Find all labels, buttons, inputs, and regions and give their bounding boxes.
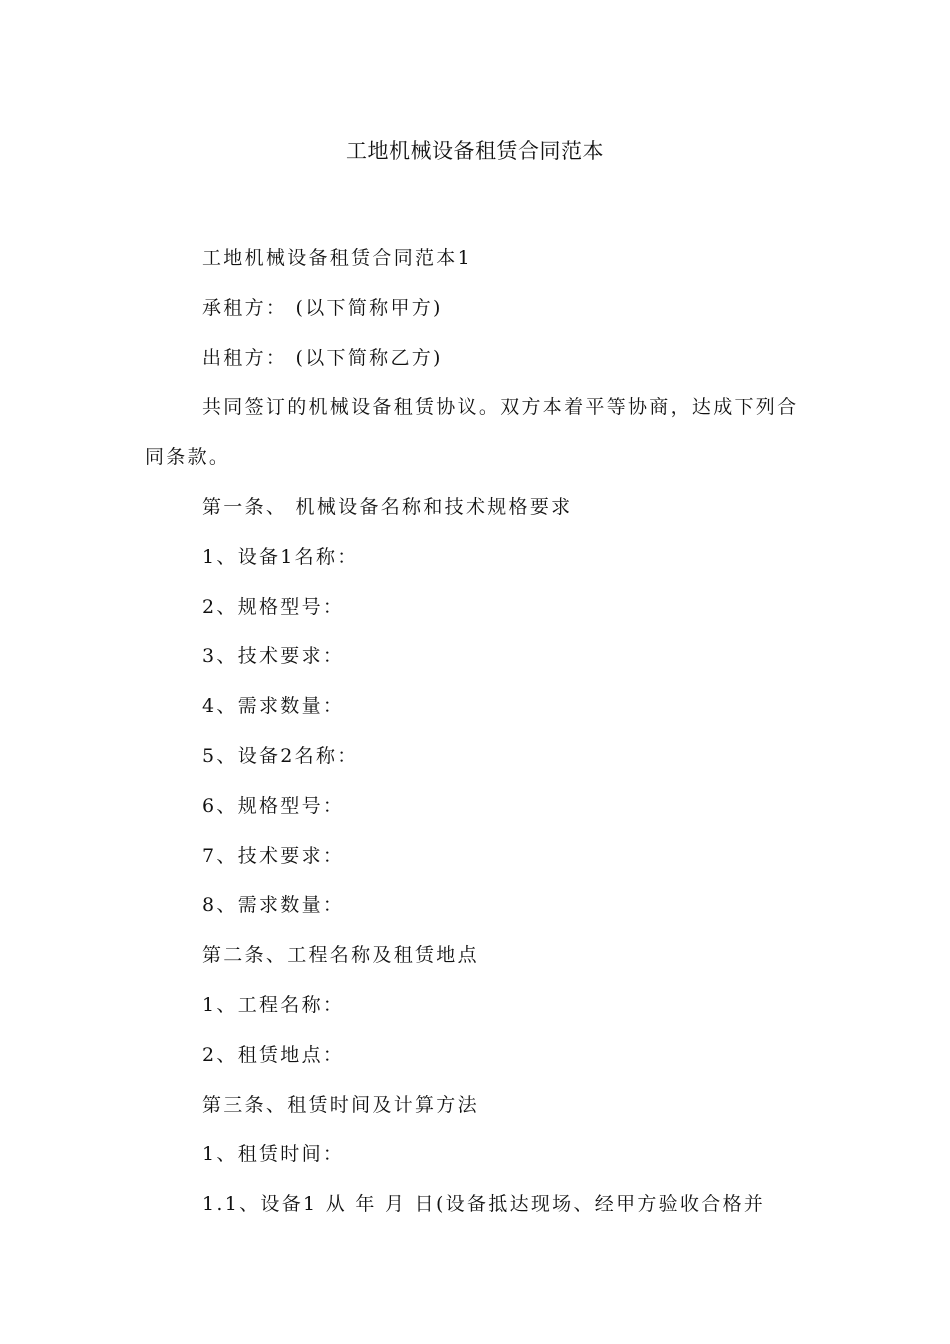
paragraph-article-2: 第二条、工程名称及租赁地点 (202, 944, 479, 967)
paragraph-item: 1、设备1名称： (202, 545, 359, 568)
paragraph-item: 7、技术要求： (202, 844, 345, 867)
paragraph-item: 8、需求数量： (202, 894, 345, 917)
paragraph-item: 2、规格型号： (202, 595, 345, 618)
paragraph-item: 1、租赁时间： (202, 1143, 345, 1166)
paragraph-article-1: 第一条、 机械设备名称和技术规格要求 (202, 495, 573, 518)
paragraph-lessor: 出租方： (以下简称乙方) (202, 346, 443, 369)
paragraph-item: 1.1、设备1 从 年 月 日(设备抵达现场、经甲方验收合格并 (202, 1193, 766, 1216)
document-title: 工地机械设备租赁合同范本 (346, 139, 604, 163)
paragraph-item: 2、租赁地点： (202, 1043, 345, 1066)
paragraph-item: 1、工程名称： (202, 993, 345, 1016)
paragraph-item: 6、规格型号： (202, 794, 345, 817)
paragraph-agreement-intro: 共同签订的机械设备租赁协议。双方本着平等协商，达成下列合同条款。 (145, 396, 799, 469)
paragraph-article-3: 第三条、租赁时间及计算方法 (202, 1093, 479, 1116)
paragraph-heading: 工地机械设备租赁合同范本1 (202, 247, 472, 269)
paragraph-lessee: 承租方： (以下简称甲方) (202, 296, 443, 319)
paragraph-item: 5、设备2名称： (202, 744, 359, 767)
document-body (145, 234, 810, 1230)
paragraph-item: 4、需求数量： (202, 695, 345, 718)
paragraph-item: 3、技术要求： (202, 645, 345, 668)
